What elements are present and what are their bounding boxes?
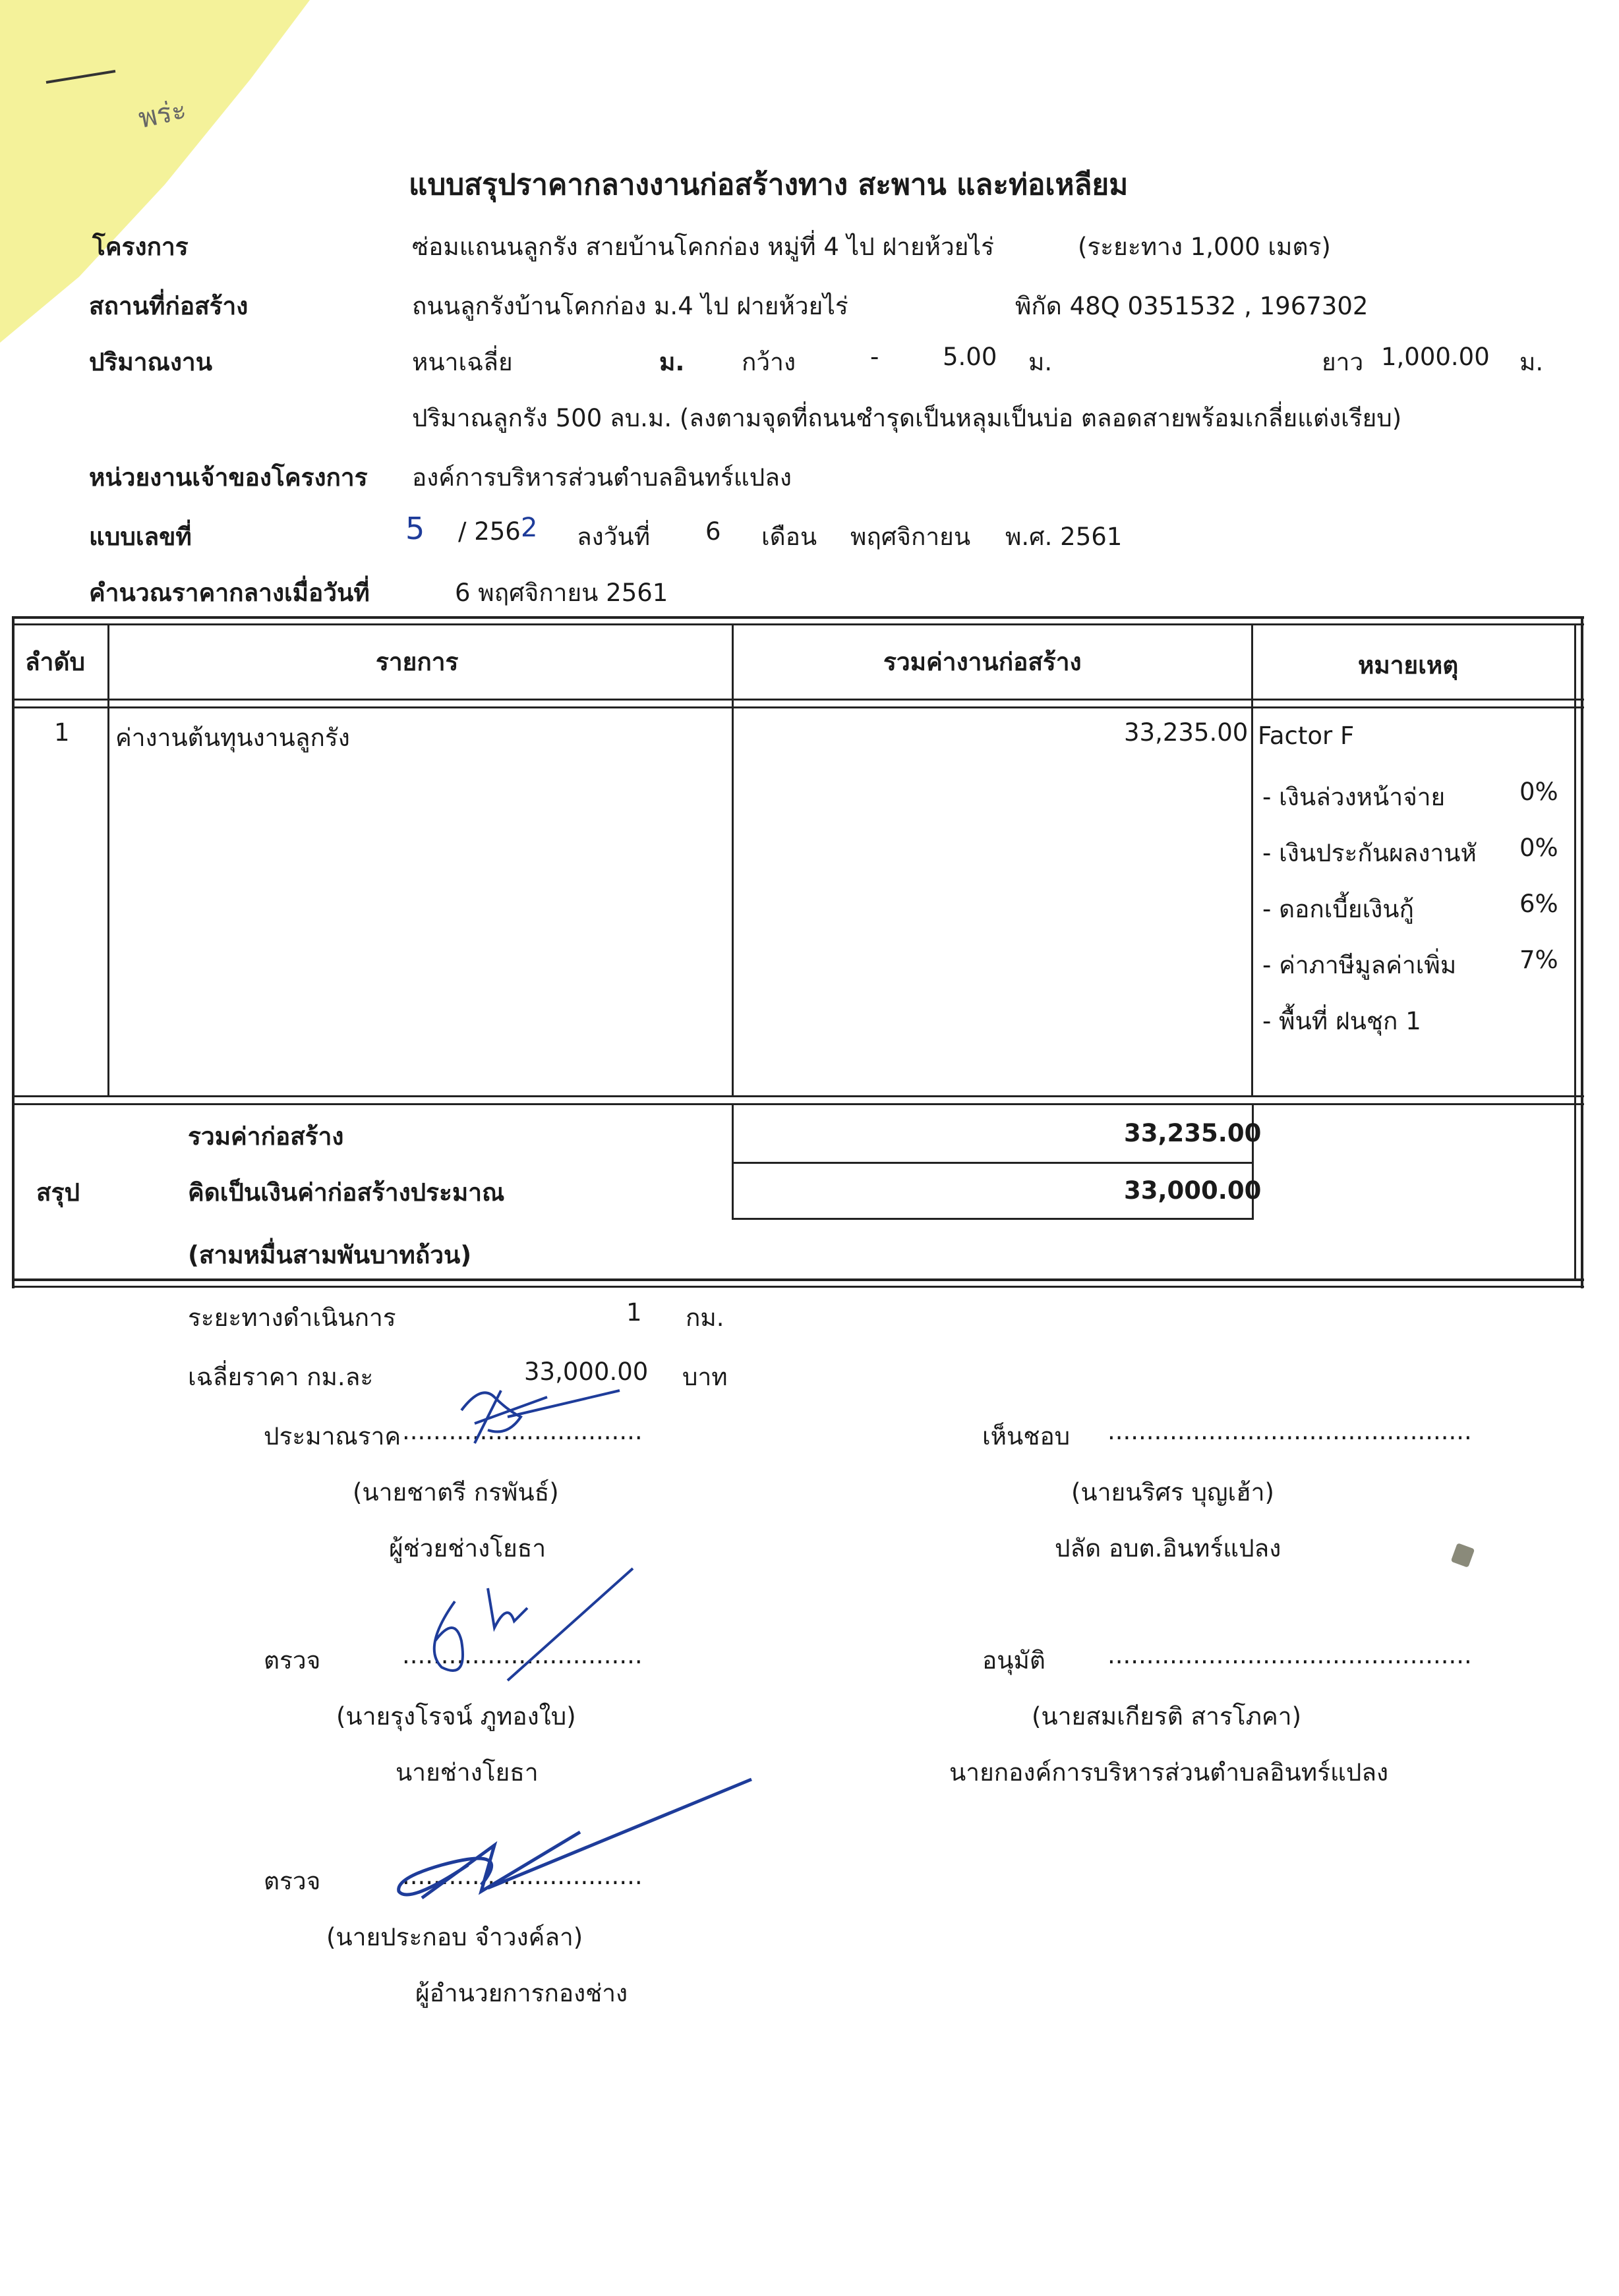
- calc-date-value: 6 พฤศจิกายน 2561: [455, 579, 668, 607]
- stray-mark: [1451, 1543, 1475, 1568]
- remark-item-value: 0%: [1519, 778, 1558, 806]
- agree-position: ปลัด อบต.อินทร์แปลง: [1055, 1534, 1281, 1563]
- width-unit: ม.: [1028, 348, 1053, 376]
- agree-name: (นายนริศร บุญเฮ้า): [1071, 1478, 1274, 1507]
- estimator-signature: [435, 1371, 646, 1450]
- approve-name: (นายสมเกียรติ สารโภคา): [1032, 1702, 1302, 1731]
- remark-item-value: 7%: [1519, 946, 1558, 974]
- remark-factor: Factor F: [1258, 722, 1355, 750]
- check1-position: นายช่างโยธา: [396, 1758, 539, 1787]
- summary-estimate-label: คิดเป็นเงินค่าก่อสร้างประมาณ: [188, 1178, 505, 1207]
- location-label: สถานที่ก่อสร้าง: [89, 292, 249, 320]
- approve-role: อนุมัติ: [982, 1646, 1045, 1675]
- row-total: 33,235.00: [1124, 718, 1249, 747]
- length-label: ยาว: [1322, 348, 1364, 376]
- estimator-dots: ...............................: [402, 1417, 643, 1445]
- design-no-label: แบบเลขที่: [89, 523, 192, 551]
- remark-item-label: - พื้นที่ ฝนชุก 1: [1262, 1007, 1421, 1035]
- thickness-unit: ม.: [659, 348, 685, 376]
- remark-item-label: - ดอกเบี้ยเงินกู้: [1262, 895, 1414, 923]
- quantity-note: ปริมาณลูกรัง 500 ลบ.ม. (ลงตามจุดที่ถนนชำรุดเป็นหลุมเป็นบ่อ ตลอดสายพร้อมเกลี่ยแต่งเรียบ): [412, 404, 1402, 432]
- design-date-label: ลงวันที่: [577, 523, 651, 551]
- estimator-role: ประมาณราค: [264, 1422, 401, 1450]
- check1-signature: [396, 1562, 659, 1694]
- check2-dots: ...............................: [402, 1862, 643, 1890]
- owner-label: หน่วยงานเจ้าของโครงการ: [89, 463, 368, 492]
- sticky-note-mark: พร่ะ: [135, 92, 190, 135]
- check1-name: (นายรุงโรจน์ ภูทองใบ): [336, 1702, 576, 1731]
- design-month-label: เดือน: [761, 523, 817, 551]
- length-value: 1,000.00: [1381, 343, 1490, 371]
- remark-item-label: - เงินประกันผลงานหั: [1262, 839, 1477, 867]
- summary-estimate-value: 33,000.00: [1124, 1176, 1262, 1205]
- agree-dots: ...............................................: [1107, 1417, 1472, 1445]
- check2-position: ผู้อำนวยการกองช่าง: [415, 1979, 628, 2007]
- row-item: ค่างานต้นทุนงานลูกรัง: [115, 724, 350, 752]
- avg-value: 33,000.00: [524, 1358, 649, 1386]
- remark-item-label: - ค่าภาษีมูลค่าเพิ่ม: [1262, 951, 1457, 979]
- check2-name: (นายประกอบ จำวงค์ลา): [326, 1923, 583, 1951]
- estimator-position: ผู้ช่วยช่างโยธา: [389, 1534, 546, 1563]
- design-day: 6: [705, 517, 721, 546]
- approve-dots: ...............................................: [1107, 1641, 1472, 1669]
- design-month: พฤศจิกายน: [850, 523, 971, 551]
- remark-item-value: 0%: [1519, 834, 1558, 862]
- project-distance: (ระยะทาง 1,000 เมตร): [1078, 233, 1331, 261]
- design-no-handwritten: 5: [405, 511, 425, 546]
- summary-label: สรุป: [36, 1178, 80, 1207]
- design-year-label: พ.ศ. 2561: [1005, 523, 1123, 551]
- project-label: โครงการ: [92, 233, 189, 261]
- estimator-name: (นายชาตรี กรพันธ์): [353, 1478, 559, 1507]
- header-total: รวมค่างานก่อสร้าง: [883, 648, 1082, 676]
- check2-role: ตรวจ: [264, 1867, 321, 1895]
- distance-value: 1: [626, 1298, 642, 1327]
- document-title: แบบสรุปราคากลางงานก่อสร้างทาง สะพาน และท่อเหลียม: [409, 168, 1129, 202]
- check1-dots: ...............................: [402, 1641, 643, 1669]
- approve-position: นายกองค์การบริหารส่วนตำบลอินทร์แปลง: [949, 1758, 1389, 1787]
- calc-date-label: คำนวณราคากลางเมื่อวันที่: [89, 579, 370, 607]
- design-no-year-handwritten: 2: [521, 513, 538, 543]
- length-unit: ม.: [1519, 348, 1544, 376]
- header-remark: หมายเหตุ: [1358, 651, 1459, 679]
- width-value: 5.00: [943, 343, 997, 371]
- header-no: ลำดับ: [25, 648, 85, 676]
- remark-item-label: - เงินล่วงหน้าจ่าย: [1262, 783, 1446, 811]
- project-value: ซ่อมแถนนลูกรัง สายบ้านโคกก่อง หมู่ที่ 4 ไป ฝายห้วยไร่: [412, 233, 994, 261]
- design-no-year: / 256: [458, 517, 521, 546]
- summary-words: (สามหมื่นสามพันบาทถ้วน): [188, 1241, 472, 1269]
- row-no: 1: [54, 718, 70, 747]
- summary-total-value: 33,235.00: [1124, 1119, 1262, 1147]
- width-dash: -: [870, 343, 879, 371]
- quantity-label: ปริมาณงาน: [89, 348, 212, 376]
- owner-value: องค์การบริหารส่วนตำบลอินทร์แปลง: [412, 463, 792, 492]
- avg-unit: บาท: [682, 1363, 728, 1391]
- width-label: กว้าง: [742, 348, 796, 376]
- check2-signature: [382, 1773, 765, 1911]
- thickness-label: หนาเฉลี่ย: [412, 348, 513, 376]
- summary-total-label: รวมค่าก่อสร้าง: [188, 1122, 344, 1151]
- distance-label: ระยะทางดำเนินการ: [188, 1304, 396, 1332]
- agree-role: เห็นชอบ: [982, 1422, 1071, 1450]
- avg-label: เฉลี่ยราคา กม.ละ: [188, 1363, 374, 1391]
- header-item: รายการ: [376, 648, 459, 676]
- location-coordinate: พิกัด 48Q 0351532 , 1967302: [1015, 292, 1369, 320]
- check1-role: ตรวจ: [264, 1646, 321, 1675]
- distance-unit: กม.: [686, 1304, 724, 1332]
- remark-item-value: 6%: [1519, 890, 1558, 918]
- location-value: ถนนลูกรังบ้านโคกก่อง ม.4 ไป ฝายห้วยไร่: [412, 292, 848, 320]
